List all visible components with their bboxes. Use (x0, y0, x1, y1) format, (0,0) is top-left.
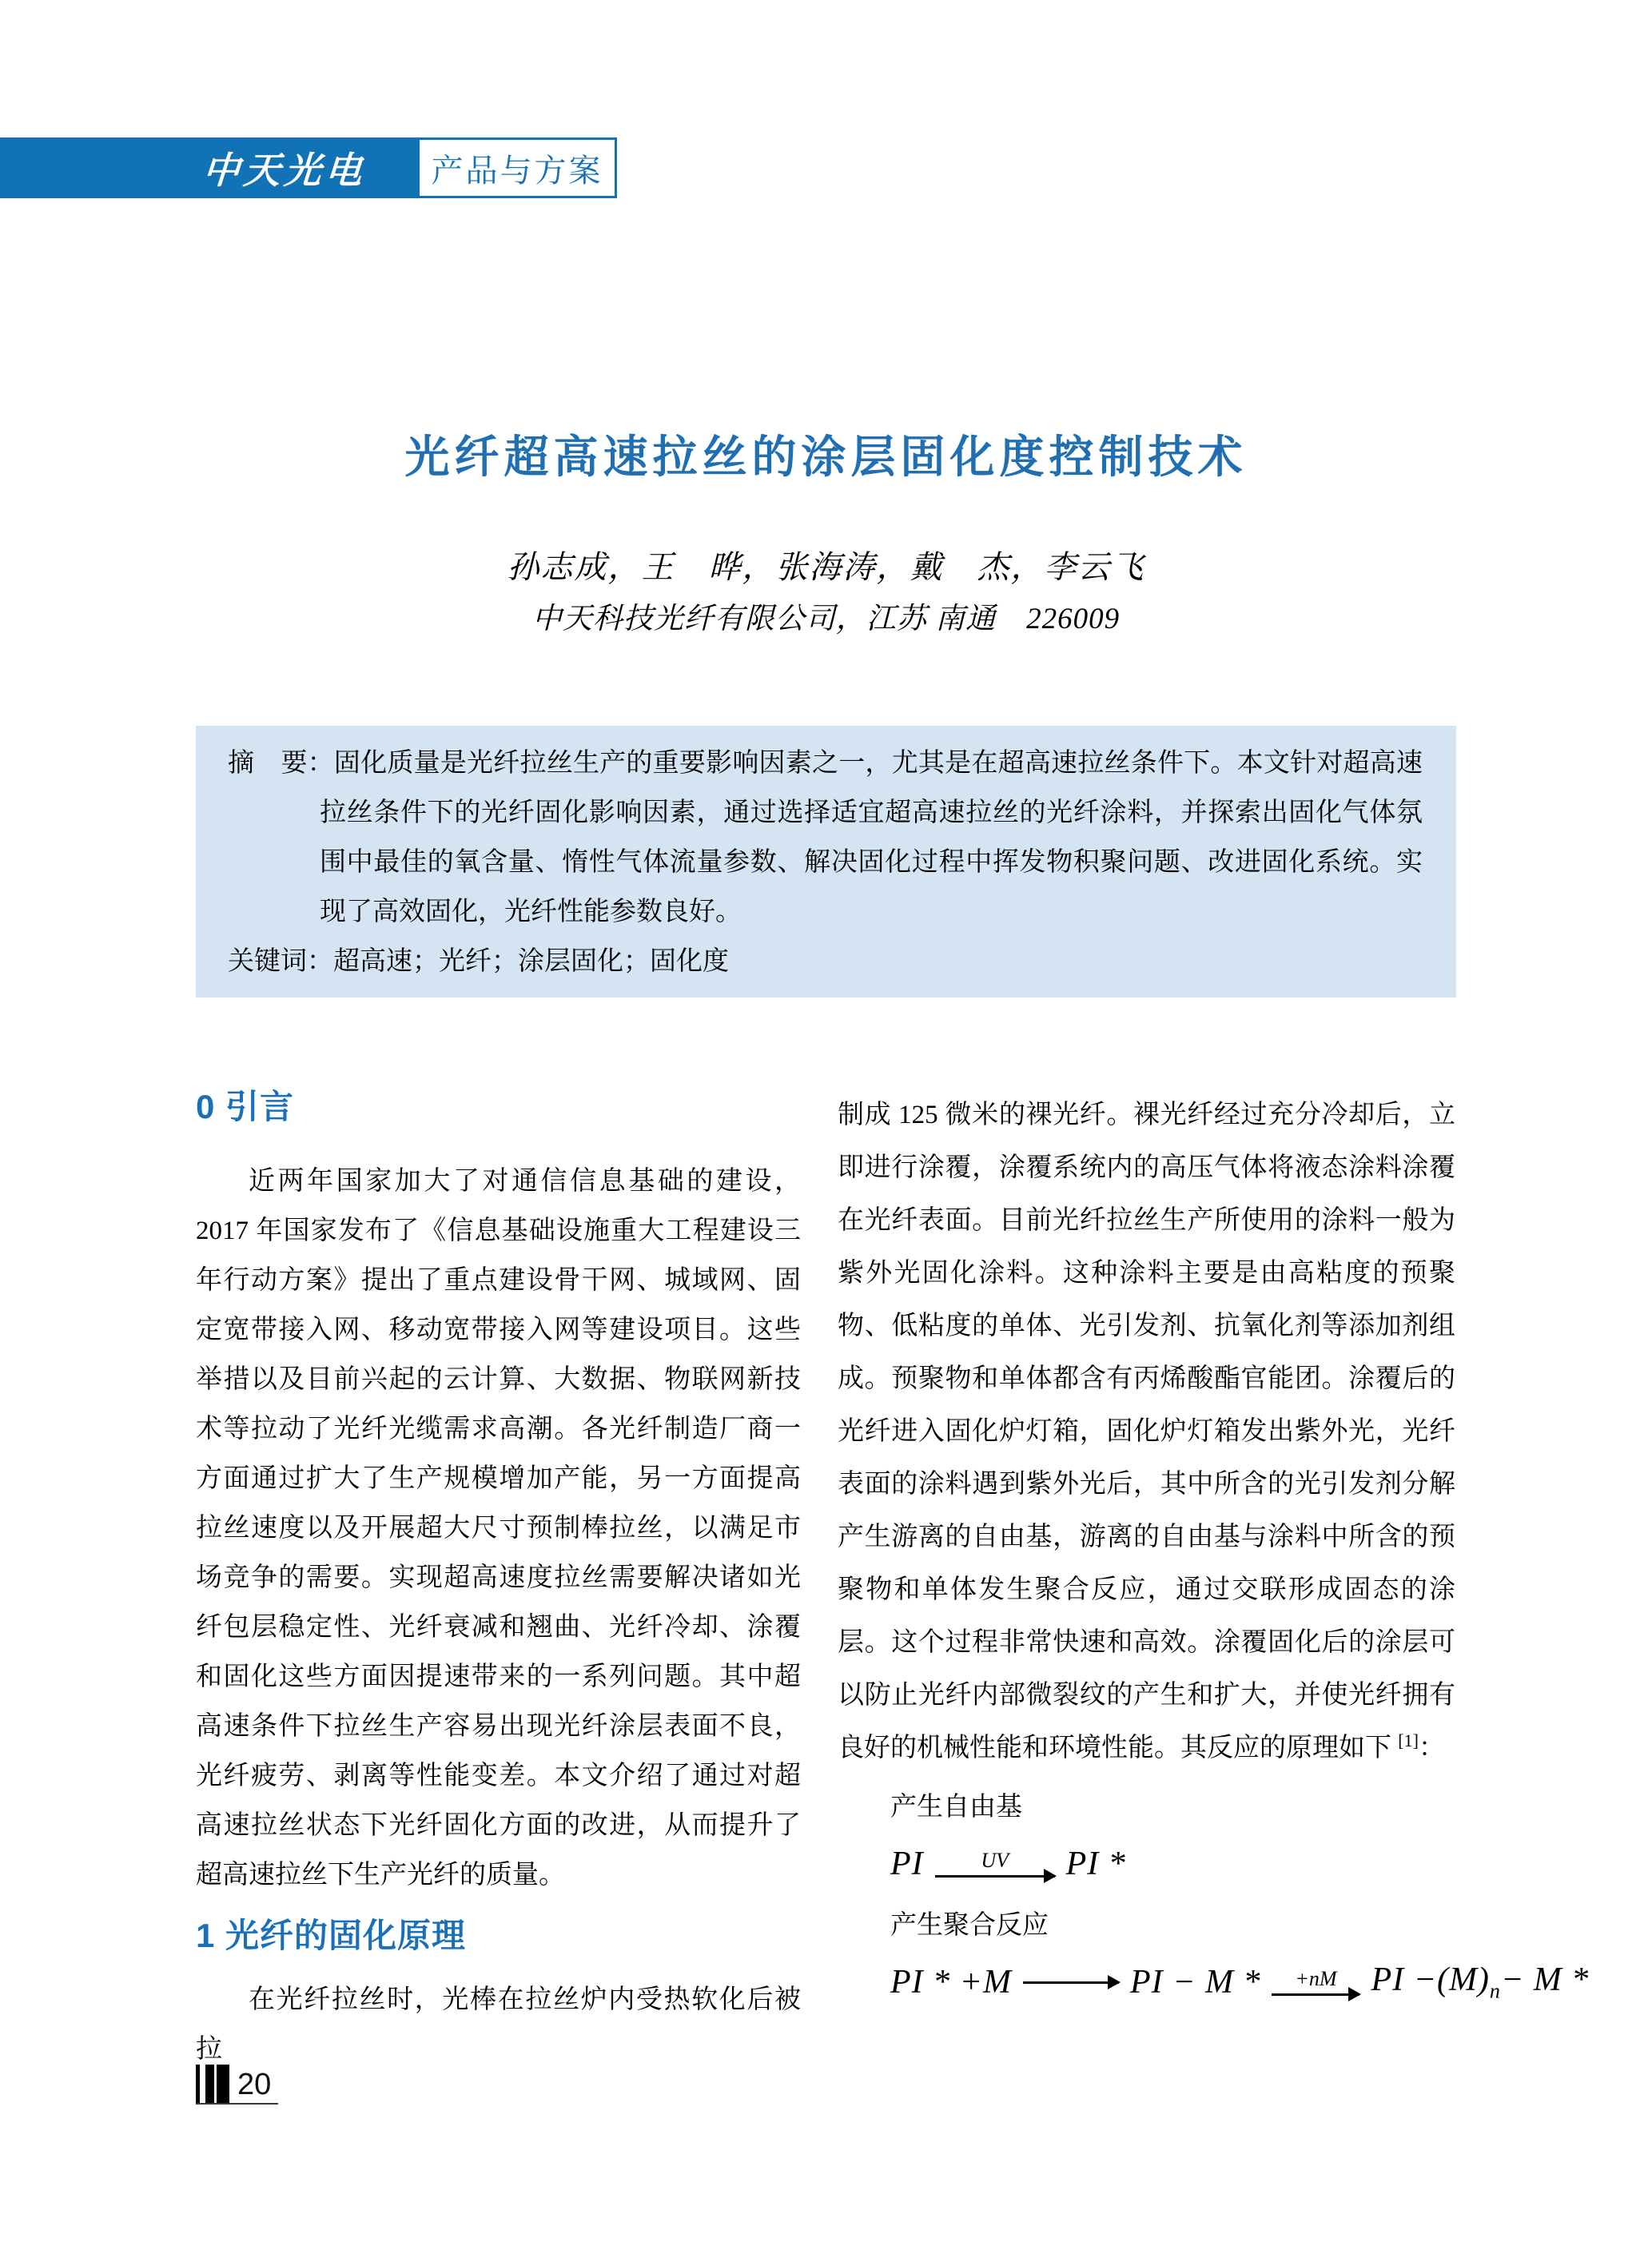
left-column (196, 1089, 801, 2074)
reaction2-mid: PI − M * (1129, 1964, 1261, 2001)
keywords-line (228, 937, 1423, 986)
section-heading-1-curing-principle: 1 光纤的固化原理 (196, 1917, 467, 1954)
footer-bar-thin (196, 2065, 200, 2105)
curing-principle-paragraph-start: 在光纤拉丝时，光棒在拉丝炉内受热软化后被拉 (196, 1985, 801, 2064)
introduction-paragraph: 近两年国家加大了对通信信息基础的建设，2017 年国家发布了《信息基础设施重大工程建设三年行动方案》提出了重点建设骨干网、城域网、固定宽带接入网、移动宽带接入网等建设项目。这些举措以及目前兴起的云计算、大数据、物联网新技术等拉动了光纤光缆需求高潮。各光纤制造厂商一方面通过扩大了生产规模增加产能，另一方面提高拉丝速度以及开展超大尺寸预制棒拉丝，以满足市场竞争的需要。实现超高速度拉丝需要解决诸如光纤包层稳定性、光纤衰减和翘曲、光纤冷却、涂覆和固化这些方面因提速带来的一系列问题。其中超高速条件下拉丝生产容易出现光纤涂层表面不良，光纤疲劳、剥离等性能变差。本文介绍了通过对超高速拉丝状态下光纤固化方面的改进，从而提升了超高速拉丝下生产光纤的质量。 (196, 1167, 801, 1890)
citation-ref-1: [1] (1398, 1730, 1419, 1750)
section-heading-0-introduction: 0 引言 (196, 1088, 295, 1125)
keywords-label: 关键词： (228, 947, 333, 976)
reaction1-formula (890, 1835, 1455, 1893)
footer-bar-thick (217, 2065, 229, 2105)
column-tab-label: 产品与方案 (431, 153, 603, 189)
abstract-box (196, 726, 1456, 998)
reaction-arrow-icon (1023, 1981, 1119, 1984)
abstract-label: 摘 要： (228, 749, 334, 778)
keywords-text: 超高速；光纤；涂层固化；固化度 (333, 947, 729, 976)
authors-line: 孙志成，王 晔，张海涛，戴 杰，李云飞 (507, 549, 1145, 585)
right-column-text: 制成 125 微米的裸光纤。裸光纤经过充分冷却后，立即进行涂覆，涂覆系统内的高压气体将液态涂料涂覆在光纤表面。目前光纤拉丝生产所使用的涂料一般为紫外光固化涂料。这种涂料主要是由高粘度的预聚物、低粘度的单体、光引发剂、抗氧化剂等添加剂组成。预聚物和单体都含有丙烯酸酯官能团。涂覆后的光纤进入固化炉灯箱，固化炉灯箱发出紫外光，光纤表面的涂料遇到紫外光后，其中所含的光引发剂分解产生游离的自由基，游离的自由基与涂料中所含的预聚物和单体发生聚合反应，通过交联形成固态的涂层。这个过程非常快速和高效。涂覆固化后的涂层可以防止光纤内部微裂纹的产生和扩大，并使光纤拥有良好的机械性能和环境性能。其反应的原理如下 (838, 1101, 1455, 1762)
abstract-paragraph (228, 739, 1423, 937)
reaction2-subscript-n: n (1489, 1979, 1501, 2003)
column-tab-products-solutions (417, 137, 617, 198)
brand-banner (0, 137, 417, 198)
footer-rule (196, 2103, 278, 2105)
footer-bar-medium (205, 2065, 214, 2105)
right-column-text-tail: ： (1418, 1734, 1445, 1762)
reaction2-label: 产生聚合反应 (890, 1911, 1049, 1940)
brand-logo: 中天光电 (201, 149, 368, 192)
reaction1-rhs: PI * (1065, 1846, 1126, 1882)
footer-bars-decoration (196, 2065, 229, 2105)
reaction2-rhs: PI $-(M)_n- M$ * (1371, 1961, 1590, 2003)
reaction2-formula (890, 1953, 1590, 2011)
reaction1-lhs: PI (890, 1846, 924, 1882)
reaction1-label: 产生自由基 (890, 1793, 1022, 1822)
reaction2-arrow-label: +nM (1295, 1967, 1337, 1990)
reaction1-arrow-label: UV (981, 1849, 1009, 1872)
affiliation-line: 中天科技光纤有限公司，江苏 南通 226009 (531, 603, 1121, 635)
right-column (838, 1089, 1590, 2011)
reaction2-lhs: PI * +M (890, 1964, 1012, 2001)
page-title: 光纤超高速拉丝的涂层固化度控制技术 (404, 433, 1248, 483)
page-number: 20 (237, 2068, 272, 2101)
abstract-text: 固化质量是光纤拉丝生产的重要影响因素之一，尤其是在超高速拉丝条件下。本文针对超高速拉丝条件下的光纤固化影响因素，通过选择适宜超高速拉丝的光纤涂料，并探索出固化气体氛围中最佳的氧含量、惰性气体流量参数、解决固化过程中挥发物积聚问题、改进固化系统。实现了高效固化，光纤性能参数良好。 (320, 749, 1423, 926)
reaction-arrow-nm-icon (1272, 1969, 1359, 1996)
reaction-arrow-uv-icon (935, 1850, 1055, 1878)
right-column-paragraph (838, 1089, 1455, 1774)
